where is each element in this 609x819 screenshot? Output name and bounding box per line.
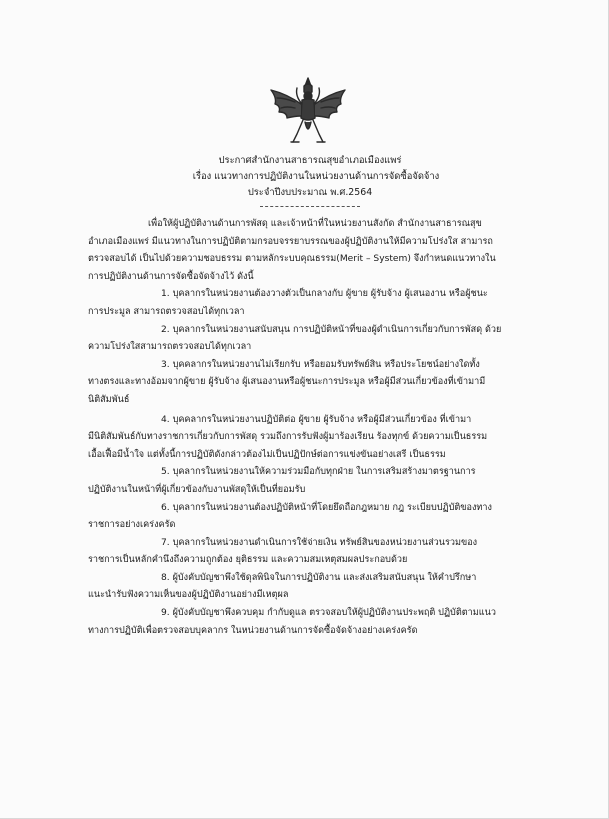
intro-line: ตรวจสอบได้ เป็นไปด้วยความชอบธรรม ตามหลักระบบคุณธรรม(Merit – System) จึงกำหนดแนวทางใน	[88, 254, 496, 265]
header-subject: เรื่อง แนวทางการปฏิบัติงานในหน่วยงานด้านการจัดซื้อจัดจ้าง	[192, 171, 440, 182]
guideline-line: ราชการอย่างเคร่งครัด	[88, 520, 176, 531]
guideline-line: ปฏิบัติงานในหน้าที่ผู้เกี่ยวข้องกับงานพัสดุให้เป็นที่ยอมรับ	[88, 484, 306, 495]
guideline-item-8	[88, 570, 522, 605]
guideline-line: การประมูล สามารถตรวจสอบได้ทุกเวลา	[88, 306, 245, 317]
guideline-line: ทางการปฏิบัติเพื่อตรวจสอบบุคลากร ในหน่วยงานด้านการจัดซื้อจัดจ้างอย่างเคร่งครัด	[88, 625, 418, 636]
guideline-line: นิติสัมพันธ์	[88, 394, 130, 405]
intro-paragraph	[88, 216, 522, 286]
guideline-line: ความโปร่งใสสามารถตรวจสอบได้ทุกเวลา	[88, 342, 252, 353]
guideline-item-6	[88, 500, 522, 535]
guideline-item-4	[88, 412, 522, 465]
guideline-line: แนะนำรับฟังความเห็นของผู้ปฏิบัติงานอย่างมีเหตุผล	[88, 590, 289, 601]
guideline-line: 1. บุคลากรในหน่วยงานต้องวางตัวเป็นกลางกับ ผู้ขาย ผู้รับจ้าง ผู้เสนองาน หรือผู้ชนะ	[161, 289, 488, 300]
intro-line: การปฏิบัติงานด้านการจัดซื้อจัดจ้างไว้ ดังนี้	[88, 271, 254, 282]
guideline-item-3	[88, 357, 522, 410]
guideline-line: 9. ผู้บังคับบัญชาพึงควบคุม กำกับดูแล ตรวจสอบให้ผู้ปฏิบัติงานประพฤติ ปฏิบัติตามแนว	[161, 608, 496, 619]
guideline-line: 2. บุคลากรในหน่วยงานสนับสนุน การปฏิบัติหน้าที่ของผู้ดำเนินการเกี่ยวกับการพัสดุ ด้วย	[161, 324, 502, 335]
guideline-line: ราชการเป็นหลักคำนึงถึงความถูกต้อง ยุติธรรม และความสมเหตุสมผลประกอบด้วย	[88, 555, 408, 566]
guideline-line: เอื้อเฟื้อมีน้ำใจ แต่ทั้งนี้การปฏิบัติดังกล่าวต้องไม่เป็นปฏิปักษ์ต่อการแข่งขันอย่างเสรี เป็นธรรม	[88, 449, 446, 460]
guideline-line: 5. บุคลากรในหน่วยงานให้ความร่วมมือกับทุกฝ่าย ในการเสริมสร้างมาตรฐานการ	[161, 467, 476, 478]
header-divider	[260, 206, 360, 207]
guideline-line: มีนิติสัมพันธ์กับทางราชการเกี่ยวกับการพัสดุ รวมถึงการรับฟังผู้มาร้องเรียน ร้องทุกข์ ด้วยความเป็นธรรม	[88, 432, 488, 443]
header-title: ประกาศสำนักงานสาธารณสุขอำเภอเมืองแพร่	[218, 155, 402, 166]
guideline-line: 7. บุคลากรในหน่วยงานดำเนินการใช้จ่ายเงิน ทรัพย์สินของหน่วยงานส่วนรวมของ	[161, 537, 478, 548]
guideline-line: 3. บุคคลากรในหน่วยงานไม่เรียกรับ หรือยอมรับทรัพย์สิน หรือประโยชน์อย่างใดทั้ง	[161, 359, 480, 370]
garuda-emblem-icon	[265, 76, 351, 146]
guideline-item-1	[88, 286, 522, 321]
guideline-item-2	[88, 322, 522, 357]
intro-line: เพื่อให้ผู้ปฏิบัติงานด้านการพัสดุ และเจ้าหน้าที่ในหน่วยงานสังกัด สำนักงานสาธารณสุข	[148, 219, 482, 229]
guideline-item-9	[88, 605, 522, 640]
guideline-line: ทางตรงและทางอ้อมจากผู้ขาย ผู้รับจ้าง ผู้เสนองานหรือผู้ชนะการประมูล หรือผู้มีส่วนเกี่ยวข้องที่เข้ามามี	[88, 377, 486, 388]
guideline-item-5	[88, 464, 522, 499]
guideline-line: 6. บุคลากรในหน่วยงานต้องปฏิบัติหน้าที่โดยยึดถือกฎหมาย กฎ ระเบียบปฏิบัติของทาง	[161, 502, 492, 513]
guideline-item-7	[88, 535, 522, 570]
header-fiscal-year: ประจำปีงบประมาณ พ.ศ.2564	[247, 187, 373, 198]
document-body	[88, 216, 522, 640]
announcement-header	[0, 153, 608, 201]
guideline-line: 4. บุคคลากรในหน่วยงานปฏิบัติต่อ ผู้ขาย ผู้รับจ้าง หรือผู้มีส่วนเกี่ยวข้อง ที่เข้ามา	[161, 414, 472, 425]
intro-line: อำเภอเมืองแพร่ มีแนวทางในการปฏิบัติตามกรอบจรรยาบรรณของผู้ปฏิบัติงานให้มีความโปร่งใส สามารถ	[88, 236, 493, 247]
guideline-line: 8. ผู้บังคับบัญชาพึงใช้ดุลพินิจในการปฏิบัติงาน และส่งเสริมสนับสนุน ให้คำปรึกษา	[161, 572, 477, 583]
